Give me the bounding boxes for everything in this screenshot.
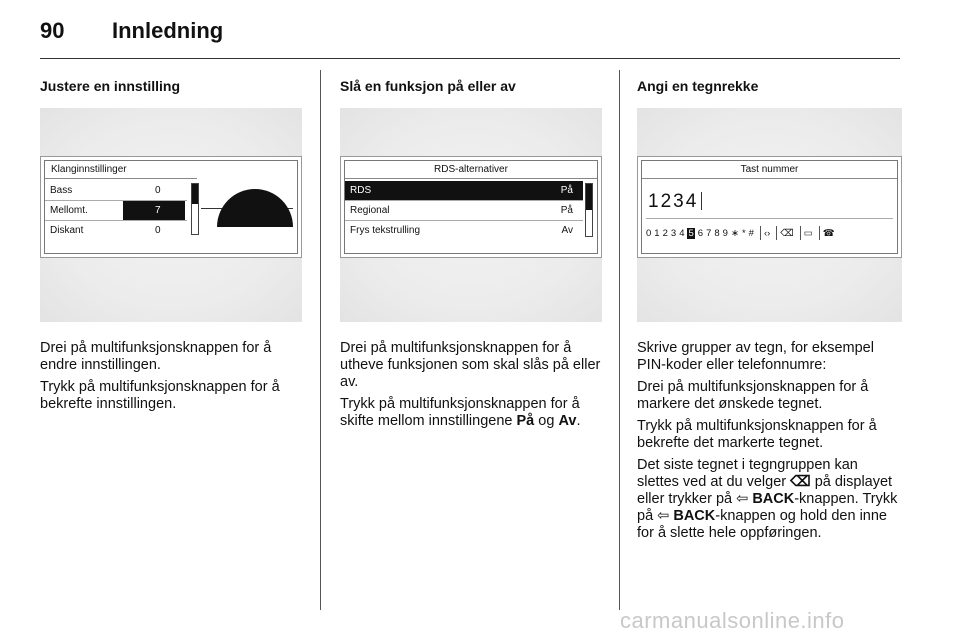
key-char: 1 bbox=[654, 227, 660, 239]
back-arrow-icon: ⇦ bbox=[736, 491, 749, 507]
paragraph: Det siste tegnet i tegngruppen kan slettes ved at du velger ⌫ på displayet eller trykker på ⇦ BACK-knappen. Trykk på ⇦ BACK-knappen og hold den inne for å slette hele oppføringen. bbox=[637, 457, 898, 541]
phonebook-icon: ▭ bbox=[803, 227, 813, 239]
screen-title: Klanginnstillinger bbox=[45, 161, 197, 179]
menu-row-selected bbox=[45, 201, 187, 221]
menu-row bbox=[45, 221, 187, 240]
row-value: På bbox=[560, 185, 573, 196]
character-selector bbox=[646, 225, 893, 241]
key-char: * bbox=[741, 227, 746, 239]
key-char-active: 5 bbox=[688, 227, 694, 239]
row-label: RDS bbox=[350, 185, 372, 196]
section-adjust-setting bbox=[40, 78, 302, 418]
paragraph: Trykk på multifunksjonsknappen for å skifte mellom innstillingene På og Av. bbox=[340, 396, 581, 429]
section-enter-string bbox=[637, 78, 902, 547]
section-heading: Angi en tegnrekke bbox=[637, 78, 759, 94]
key-char: # bbox=[748, 227, 754, 239]
row-value: Av bbox=[561, 225, 573, 236]
key-char: 2 bbox=[662, 227, 668, 239]
key-separator bbox=[800, 226, 801, 240]
key-char: 9 bbox=[722, 227, 728, 239]
page-header bbox=[40, 18, 223, 44]
menu-row bbox=[345, 201, 583, 221]
backspace-icon: ⌫ bbox=[780, 227, 794, 239]
figure-rds-options bbox=[340, 108, 602, 322]
entry-underline bbox=[646, 218, 893, 219]
display-screen bbox=[344, 160, 598, 254]
section-toggle-function bbox=[340, 78, 602, 435]
key-char: ∗ bbox=[730, 227, 739, 239]
column-divider bbox=[320, 70, 321, 610]
column-divider bbox=[619, 70, 620, 610]
row-value: 0 bbox=[155, 225, 161, 236]
row-label: Mellomt. bbox=[50, 205, 88, 216]
figure-tone-settings bbox=[40, 108, 302, 322]
key-char: 8 bbox=[714, 227, 720, 239]
page-title: Innledning bbox=[112, 18, 224, 43]
value-highlight bbox=[123, 201, 185, 220]
key-char: 4 bbox=[679, 227, 685, 239]
paragraph: Trykk på multifunksjonsknappen for å bekrefte det markerte tegnet. bbox=[637, 418, 877, 451]
row-value: 7 bbox=[155, 205, 161, 216]
key-char: 3 bbox=[670, 227, 677, 239]
key-separator bbox=[819, 226, 820, 240]
paragraph: Drei på multifunksjonsknappen for å markere det ønskede tegnet. bbox=[637, 379, 869, 412]
paragraph: Skrive grupper av tegn, for eksempel PIN-koder eller telefonnumre: bbox=[637, 340, 874, 373]
row-label: Bass bbox=[50, 185, 73, 196]
scrollbar bbox=[191, 183, 199, 235]
menu-row bbox=[45, 181, 187, 201]
key-char: 0 bbox=[646, 227, 652, 239]
text-caret bbox=[701, 192, 702, 210]
watermark: carmanualsonline.info bbox=[620, 608, 845, 633]
screen-title: RDS-alternativer bbox=[345, 161, 597, 179]
backspace-icon: ⌫ bbox=[790, 474, 811, 490]
back-arrow-icon: ⇦ bbox=[657, 508, 670, 524]
header-divider bbox=[40, 58, 900, 59]
key-char: 7 bbox=[706, 227, 712, 239]
row-label: Diskant bbox=[50, 225, 84, 236]
tone-curve-graphic bbox=[217, 189, 293, 227]
paragraph: Drei på multifunksjonsknappen for å endre innstillingen. bbox=[40, 340, 272, 373]
paragraph: Trykk på multifunksjonsknappen for å bekrefte innstillingen. bbox=[40, 379, 280, 412]
display-screen bbox=[44, 160, 298, 254]
key-separator bbox=[776, 226, 777, 240]
page-number: 90 bbox=[40, 18, 65, 43]
phone-icon: ☎ bbox=[822, 227, 835, 239]
section-heading: Justere en innstilling bbox=[40, 78, 181, 94]
menu-row-selected bbox=[345, 181, 583, 201]
row-value: 0 bbox=[155, 185, 161, 196]
menu-row bbox=[345, 221, 583, 240]
entry-value: 1234 bbox=[648, 191, 699, 212]
paragraph: Drei på multifunksjonsknappen for å utheve funksjonen som skal slås på eller av. bbox=[340, 340, 601, 390]
key-char: 6 bbox=[697, 227, 704, 239]
row-label: Frys tekstrulling bbox=[350, 225, 421, 236]
key-separator bbox=[760, 226, 761, 240]
figure-enter-number bbox=[637, 108, 902, 322]
row-label: Regional bbox=[350, 205, 390, 216]
scrollbar bbox=[585, 183, 593, 237]
screen-title: Tast nummer bbox=[642, 161, 897, 179]
row-value: På bbox=[560, 205, 573, 216]
cursor-move-icon: ‹› bbox=[763, 227, 771, 239]
entry-field bbox=[648, 191, 702, 213]
display-screen bbox=[641, 160, 898, 254]
section-heading: Slå en funksjon på eller av bbox=[340, 78, 516, 94]
